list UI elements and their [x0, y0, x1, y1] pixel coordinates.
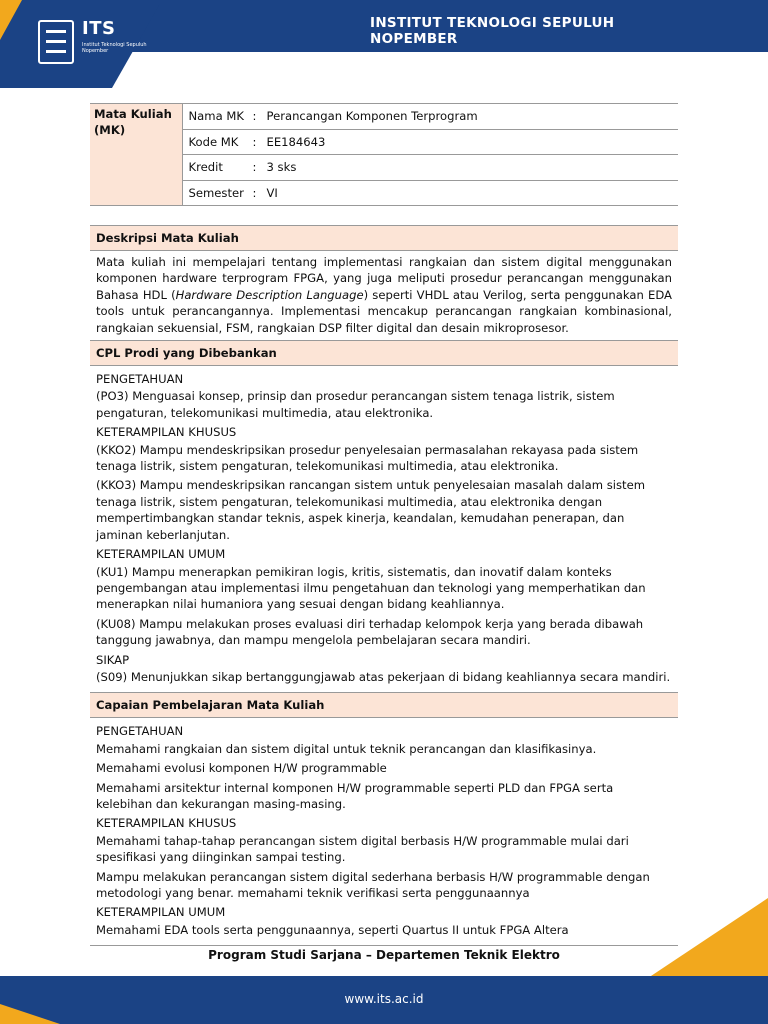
cpmk-item: Memahami arsitektur internal komponen H/W programmable seperti PLD dan FPGA serta kelebihan dan kekurangan masing-masing. [96, 780, 614, 811]
description-text [96, 254, 672, 336]
logo-text: ITS [82, 18, 116, 39]
table-bottom-border [90, 945, 678, 946]
description-body [90, 251, 678, 340]
table-row [183, 129, 679, 155]
row-value: EE184643 [266, 134, 326, 149]
table-row [183, 154, 679, 180]
row-key: Semester [188, 185, 244, 200]
cpmk-item: Mampu melakukan perancangan sistem digital sederhana berbasis H/W programmable dengan metodologi yang benar. memahami teknik verifikasi serta penggunaannya [96, 869, 650, 900]
table-row [183, 180, 679, 206]
cpmk-body [90, 718, 678, 945]
description-text-a: Mata kuliah ini mempelajari tentang implementasi rangkaian dan sistem digital menggunakan komponen hardware terprogram FPGA, yang juga meliputi prosedur perancangan menggunakan Bahasa HDL ( [96, 255, 672, 302]
cpl-item: (S09) Menunjukkan sikap bertanggungjawab atas pekerjaan di bidang keahliannya secara mandiri. [96, 669, 671, 684]
cpl-body [90, 366, 678, 692]
institution-title: INSTITUT TEKNOLOGI SEPULUH NOPEMBER [370, 15, 615, 47]
program-footer: Program Studi Sarjana – Departemen Teknik Elektro [208, 948, 560, 962]
description-text-italic: Hardware Description Language [175, 287, 364, 302]
row-colon: : [252, 134, 257, 149]
row-value: Perancangan Komponen Terprogram [266, 109, 478, 124]
cpmk-item: Memahami tahap-tahap perancangan sistem digital berbasis H/W programmable mulai dari spesifikasi yang diinginkan sampai testing. [96, 833, 629, 865]
row-key: Nama MK [188, 109, 244, 124]
table-row [183, 104, 679, 129]
row-colon: : [252, 185, 257, 200]
cpl-item: (KU1) Mampu menerapkan pemikiran logis, kritis, sistematis, dan inovatif dalam konteks pengembangan atau implementasi ilmu pengetahuan dan teknologi yang memperhatikan dan menerapkan nilai humaniora yang sesuai dengan bidang keahliannya. [96, 564, 646, 612]
cpl-heading: CPL Prodi yang Dibebankan [90, 340, 678, 366]
course-label: Mata Kuliah (MK) [90, 104, 182, 206]
cpl-item: (KKO3) Mampu mendeskripsikan rancangan sistem untuk penyelesaian masalah dalam sistem tenaga listrik, sistem pengaturan, telekomunikasi multimedia, atau elektronika dengan mempertimbangkan standar teknis, aspek kinerja, keandalan, kemudahan penerapan, dan jaminan keberlanjutan. [96, 478, 646, 542]
cpl-item: (KU08) Mampu melakukan proses evaluasi diri terhadap kelompok kerja yang berada dibawah tanggung jawabnya, dan mampu mengelola pembelajaran secara mandiri. [96, 616, 644, 648]
website-link[interactable]: www.its.ac.id [344, 992, 424, 1006]
course-document [90, 103, 678, 946]
cpl-item: (PO3) Menguasai konsep, prinsip dan prosedur perancangan sistem tenaga listrik, sistem pengaturan, telekomunikasi multimedia, atau elektronika. [96, 389, 615, 420]
course-info-rows [182, 104, 678, 206]
description-text-b: ) seperti VHDL atau Verilog, serta penggunakan EDA tools untuk perancangannya. Implementasi mencakup perancangan rangkaian kombinasional, rangkaian sekuensial, FSM, rangkaian DSP filter digital dan desain mikroprosesor. [96, 287, 672, 335]
description-heading: Deskripsi Mata Kuliah [90, 225, 678, 251]
cpl-item: (KKO2) Mampu mendeskripsikan prosedur penyelesaian permasalahan rekayasa pada sistem tenaga listrik, sistem pengaturan, telekomunikasi multimedia, atau elektronika. [96, 442, 639, 474]
cpl-sikap-label: SIKAP [96, 652, 130, 667]
cpmk-ket-khusus-label: KETERAMPILAN KHUSUS [96, 816, 237, 831]
row-key: Kode MK [188, 134, 239, 149]
logo-subtext: Institut Teknologi Sepuluh Nopember [82, 42, 147, 54]
row-colon: : [252, 160, 257, 175]
cpmk-pengetahuan-label: PENGETAHUAN [96, 724, 184, 739]
its-logo [34, 14, 147, 76]
its-seal-icon [38, 20, 74, 64]
row-value: VI [266, 185, 278, 200]
cpl-ket-khusus-label: KETERAMPILAN KHUSUS [96, 425, 237, 440]
cpmk-ket-umum-label: KETERAMPILAN UMUM [96, 905, 226, 920]
row-key: Kredit [188, 160, 223, 175]
row-value: 3 sks [266, 160, 297, 175]
cpl-pengetahuan-label: PENGETAHUAN [96, 372, 184, 387]
cpl-ket-umum-label: KETERAMPILAN UMUM [96, 547, 226, 562]
cpmk-item: Memahami evolusi komponen H/W programmable [96, 761, 387, 776]
cpmk-item: Memahami rangkaian dan sistem digital untuk teknik perancangan dan klasifikasinya. [96, 741, 597, 756]
course-info-table [90, 103, 678, 206]
row-colon: : [252, 109, 257, 124]
cpmk-heading: Capaian Pembelajaran Mata Kuliah [90, 692, 678, 718]
cpmk-item: Memahami EDA tools serta penggunaannya, seperti Quartus II untuk FPGA Altera [96, 922, 569, 937]
